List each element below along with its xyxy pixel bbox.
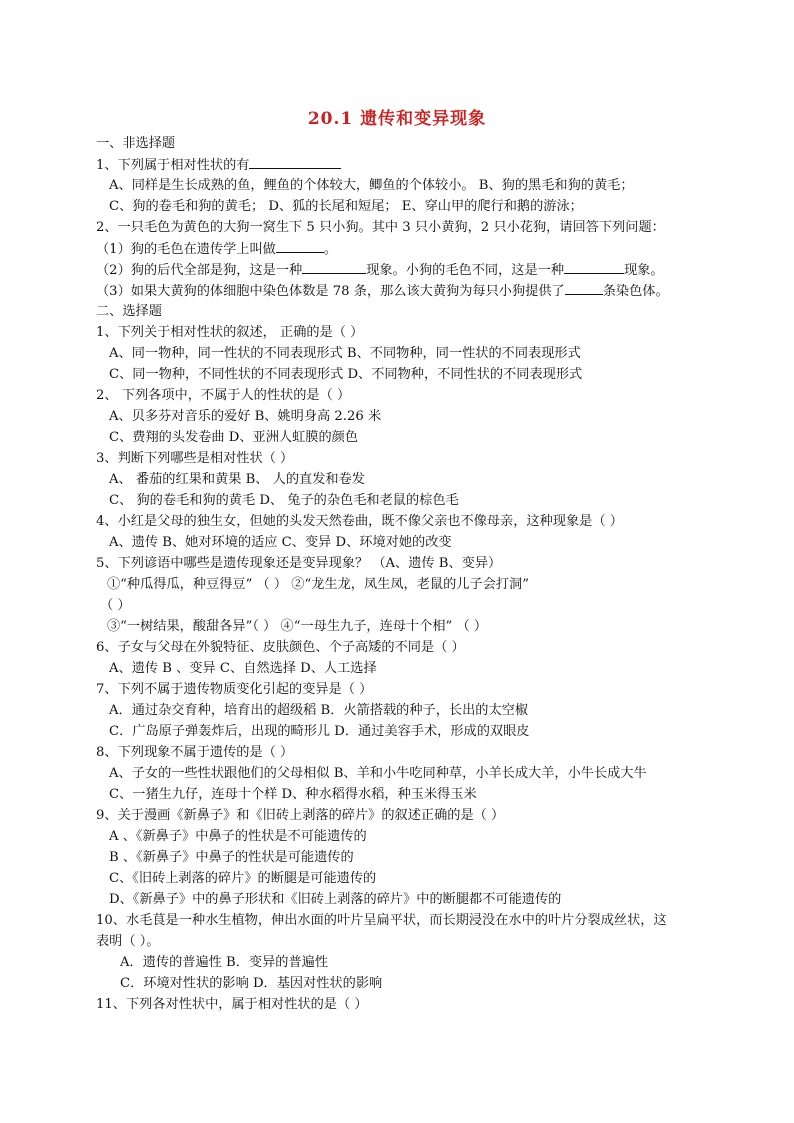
text-line (109, 869, 376, 888)
line-text: 5、下列谚语中哪些是遗传现象还是变异现象？ （A、遗传 B、变异） (96, 556, 502, 571)
text-line (100, 596, 131, 615)
line-text: 表明（ ）。 (96, 934, 160, 949)
answer-blank[interactable] (249, 155, 341, 169)
text-line (109, 176, 634, 195)
text-line (96, 680, 372, 699)
text-line (109, 533, 452, 552)
line-text: 条染色体。 (602, 284, 669, 299)
line-text: 一、非选择题 (96, 136, 176, 151)
line-text: 3、判断下列哪些是相对性状（ ） (96, 451, 294, 466)
text-line (109, 785, 477, 804)
text-line (109, 701, 528, 720)
line-text: 4、小红是父母的独生女，但她的头发天然卷曲，既不像父亲也不像母亲，这种现象是（ ） (96, 514, 623, 529)
text-line (109, 764, 647, 783)
text-line (96, 134, 175, 153)
line-text: A、 番茄的红果和黄果 B、 人的直发和卷发 (109, 472, 365, 487)
line-text: A．遗传的普遍性 B．变异的普遍性 (120, 955, 329, 970)
line-text: （2）狗的后代全部是狗，这是一种 (96, 263, 303, 278)
text-line (109, 407, 381, 426)
answer-blank[interactable] (276, 239, 324, 253)
line-text: 2、一只毛色为黄色的大狗一窝生下 5 只小狗。其中 3 只小黄狗，2 只小花狗，请回答下列问题： (96, 220, 665, 235)
page-title: 20.1 遗传和变异现象 (307, 109, 487, 129)
line-text: C、费翔的头发卷曲 D、亚洲人虹膜的颜色 (109, 430, 359, 445)
text-line (109, 470, 365, 489)
line-text: C、同一物种，不同性状的不同表现形式 D、不同物种，不同性状的不同表现形式 (109, 367, 583, 382)
line-text: C、 狗的卷毛和狗的黄毛 D、 兔子的杂色毛和老鼠的棕色毛 (109, 493, 459, 508)
text-line (107, 575, 529, 594)
text-line (109, 848, 354, 867)
text-line (96, 449, 293, 468)
text-line (109, 428, 358, 447)
line-text: A、遗传 B、她对环境的适应 C、变异 D、环境对她的改变 (109, 535, 452, 550)
answer-blank[interactable] (564, 260, 624, 274)
text-line (96, 386, 350, 405)
text-line (120, 974, 382, 993)
line-text: A．通过杂交育种，培育出的超级稻 B．火箭搭载的种子，长出的太空椒 (109, 703, 529, 718)
text-line (96, 302, 162, 321)
line-text: A、同一物种，同一性状的不同表现形式 B、不同物种，同一性状的不同表现形式 (109, 346, 581, 361)
line-text: 二、选择题 (96, 304, 162, 319)
line-text: 7、下列不属于遗传物质变化引起的变异是（ ） (96, 682, 373, 697)
line-text: 11、下列各对性状中，属于相对性状的是（ ） (96, 997, 368, 1012)
text-line (96, 239, 337, 259)
line-text: D、《新鼻子》中的鼻子形状和《旧砖上剥落的碎片》中的断腿都不可能遗传的 (109, 892, 562, 907)
text-line (96, 155, 341, 175)
text-line (96, 638, 465, 657)
text-line (96, 512, 623, 531)
text-line (120, 953, 328, 972)
line-text: （ ） (100, 598, 131, 613)
line-text: A 、《新鼻子》中鼻子的性状是不可能遗传的 (109, 829, 367, 844)
text-line (107, 617, 487, 636)
text-line (96, 995, 368, 1014)
text-line (96, 932, 160, 951)
line-text: C、一猪生九仔，连母十个样 D、种水稻得水稻，种玉米得玉米 (109, 787, 477, 802)
text-line (109, 890, 561, 909)
line-text: ③“一树结果，酸甜各异”（ ） ④“一母生九子，连母十个相” （ ） (107, 619, 488, 634)
text-line (109, 827, 367, 846)
line-text: 1、下列属于相对性状的有 (96, 158, 250, 173)
line-text: C、《旧砖上剥落的碎片》的断腿是可能遗传的 (109, 871, 377, 886)
line-text: （1）狗的毛色在遗传学上叫做 (96, 242, 276, 257)
text-line (96, 806, 504, 825)
line-text: ①“种瓜得瓜，种豆得豆” （ ） ②“龙生龙，凤生凤，老鼠的儿子会打洞” (107, 577, 529, 592)
text-line (109, 722, 529, 741)
line-text: 2、 下列各项中，不属于人的性状的是（ ） (96, 388, 351, 403)
text-line (96, 260, 664, 280)
text-line (96, 911, 667, 930)
line-text: 6、子女与父母在外貌特征、皮肤颜色、个子高矮的不同是（ ） (96, 640, 465, 655)
line-text: C．环境对性状的影响 D．基因对性状的影响 (120, 976, 383, 991)
text-line (96, 281, 669, 301)
line-text: 现象。小狗的毛色不同，这是一种 (366, 263, 565, 278)
text-line (109, 197, 583, 216)
line-text: 9、关于漫画《新鼻子》和《旧砖上剥落的碎片》的叙述正确的是（ ） (96, 808, 505, 823)
line-text: B 、《新鼻子》中鼻子的性状是可能遗传的 (109, 850, 354, 865)
text-line (109, 659, 377, 678)
line-text: A、子女的一些性状跟他们的父母相似 B、羊和小牛吃同种草，小羊长成大羊，小牛长成大牛 (109, 766, 647, 781)
line-text: 10、水毛茛是一种水生植物，伸出水面的叶片呈扁平状，而长期浸没在水中的叶片分裂成丝状，这 (96, 913, 667, 928)
answer-blank[interactable] (565, 281, 603, 295)
line-text: （3）如果大黄狗的体细胞中染色体数是 78 条，那么该大黄狗为每只小狗提供了 (96, 284, 565, 299)
text-line (109, 365, 582, 384)
text-line (96, 218, 665, 237)
text-line (109, 344, 581, 363)
line-text: 8、下列现象不属于遗传的是（ ） (96, 745, 294, 760)
text-line (109, 491, 459, 510)
line-text: 。 (323, 242, 338, 257)
answer-blank[interactable] (302, 260, 366, 274)
line-text: C．广岛原子弹轰炸后，出现的畸形儿 D．通过美容手术，形成的双眼皮 (109, 724, 530, 739)
line-text: 1、下列关于相对性状的叙述， 正确的是（ ） (96, 325, 364, 340)
text-line (96, 743, 293, 762)
line-text: A、遗传 B 、变异 C、自然选择 D、人工选择 (109, 661, 377, 676)
text-line (96, 554, 501, 573)
line-text: A、同样是生长成熟的鱼，鲤鱼的个体较大，鲫鱼的个体较小。 B、狗的黑毛和狗的黄毛； (109, 178, 634, 193)
line-text: C、狗的卷毛和狗的黄毛； D、狐的长尾和短尾； E、穿山甲的爬行和鹅的游泳； (109, 199, 583, 214)
line-text: 现象。 (624, 263, 664, 278)
text-line (96, 323, 363, 342)
line-text: A、贝多芬对音乐的爱好 B、姚明身高 2.26 米 (109, 409, 382, 424)
